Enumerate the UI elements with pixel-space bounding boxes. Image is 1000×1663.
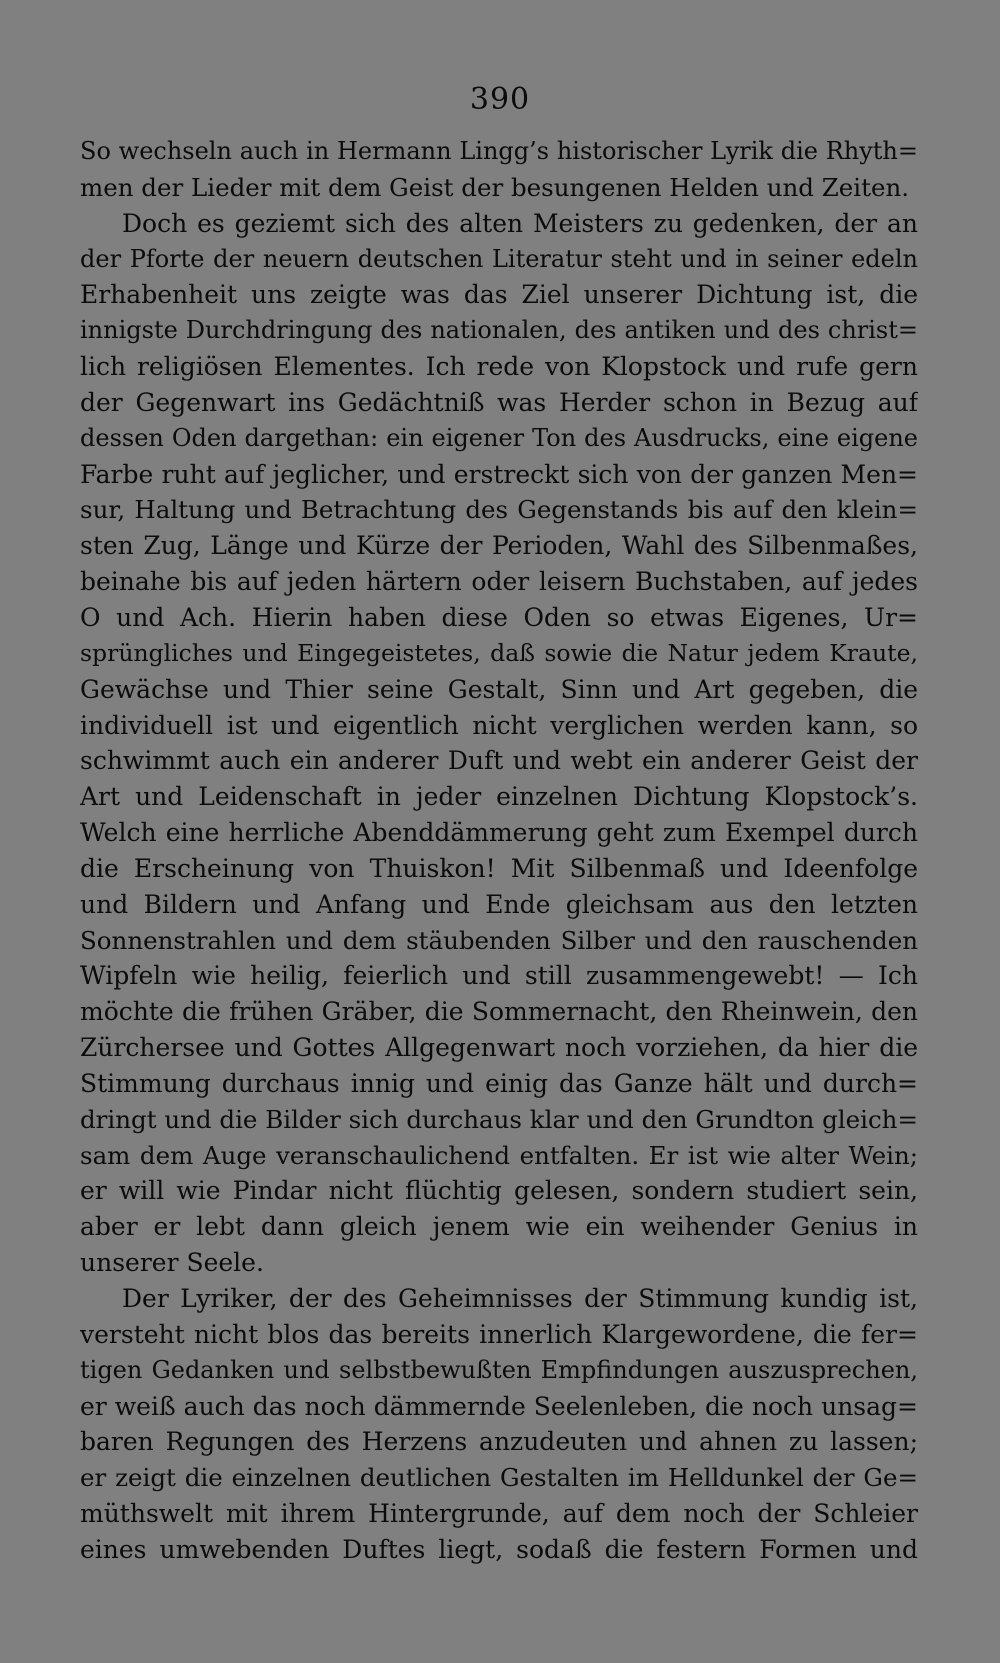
text-line: Wipfeln wie heilig, feierlich und still zusammengewebt! — Ich (80, 961, 918, 991)
text-line: innigste Durchdringung des nationalen, des antiken und des christ= (80, 316, 918, 345)
text-line: Farbe ruht auf jeglicher, und erstreckt sich von der ganzen Men= (80, 459, 918, 489)
text-line: er will wie Pindar nicht flüchtig gelesen, sondern studiert sein, (80, 1176, 918, 1206)
text-line: So wechseln auch in Hermann Lingg’s historischer Lyrik die Rhyth= (80, 137, 918, 165)
text-line: und Bildern und Anfang und Ende gleichsam aus den letzten (80, 889, 918, 919)
text-line: beinahe bis auf jeden härtern oder leisern Buchstaben, auf jedes (80, 567, 918, 597)
text-line: sprüngliches und Eingegeistetes, daß sowie die Natur jedem Kraute, (80, 638, 918, 667)
text-line: sam dem Auge veranschaulichend entfalten. Er ist wie alter Wein; (80, 1140, 918, 1170)
text-line: individuell ist und eigentlich nicht verglichen werden kann, so (80, 710, 918, 740)
text-line: der Pforte der neuern deutschen Literatur steht und in seiner edeln (80, 244, 918, 273)
text-line: die Erscheinung von Thuiskon! Mit Silbenmaß und Ideenfolge (80, 853, 918, 883)
text-line: eines umwebenden Duftes liegt, sodaß die festern Formen und (80, 1534, 918, 1564)
text-line: schwimmt auch ein anderer Duft und webt ein anderer Geist der (80, 746, 918, 776)
text-line: er weiß auch das noch dämmernde Seelenleben, die noch unsag= (80, 1391, 918, 1421)
text-line: lich religiösen Elementes. Ich rede von Klopstock und rufe gern (80, 352, 918, 382)
text-line: Zürchersee und Gottes Allgegenwart noch vorziehen, da hier die (80, 1033, 918, 1063)
text-line: Art und Leidenschaft in jeder einzelnen Dichtung Klopstock’s. (80, 782, 918, 812)
text-line: unserer Seele. (80, 1248, 264, 1278)
text-line: men der Lieder mit dem Geist der besungenen Helden und Zeiten. (80, 172, 910, 202)
text-line: Gewächse und Thier seine Gestalt, Sinn und Art gegeben, die (80, 674, 918, 704)
body-text (80, 134, 918, 1568)
text-line: Welch eine herrliche Abenddämmerung geht zum Exempel durch (80, 818, 918, 848)
text-line: dringt und die Bilder sich durchaus klar und den Grundton gleich= (80, 1104, 918, 1134)
text-line: dessen Oden dargethan: ein eigener Ton des Ausdrucks, eine eigene (80, 423, 918, 452)
text-line: versteht nicht blos das bereits innerlich Klargewordene, die fer= (80, 1319, 918, 1349)
text-line: Der Lyriker, der des Geheimnisses der Stimmung kundig ist, (122, 1284, 918, 1313)
text-line: aber er lebt dann gleich jenem wie ein weihender Genius in (80, 1212, 918, 1242)
text-line: er zeigt die einzelnen deutlichen Gestalten im Helldunkel der Ge= (80, 1463, 918, 1493)
page-number: 390 (469, 82, 531, 117)
text-line: baren Regungen des Herzens anzudeuten und ahnen zu lassen; (80, 1427, 918, 1457)
text-line: Erhabenheit uns zeigte was das Ziel unserer Dichtung ist, die (80, 280, 918, 310)
text-line: sur, Haltung und Betrachtung des Gegenstands bis auf den klein= (80, 495, 918, 525)
text-line: der Gegenwart ins Gedächtniß was Herder schon in Bezug auf (80, 387, 918, 417)
text-line: sten Zug, Länge und Kürze der Perioden, Wahl des Silbenmaßes, (80, 531, 918, 561)
text-line: Stimmung durchaus innig und einig das Ganze hält und durch= (80, 1068, 918, 1098)
text-line: müthswelt mit ihrem Hintergrunde, auf dem noch der Schleier (80, 1499, 918, 1529)
text-line: Doch es geziemt sich des alten Meisters zu gedenken, der an (122, 208, 918, 238)
text-line: tigen Gedanken und selbstbewußten Empfindungen auszusprechen, (80, 1355, 918, 1384)
text-line: möchte die frühen Gräber, die Sommernacht, den Rheinwein, den (80, 997, 918, 1027)
text-line: O und Ach. Hierin haben diese Oden so etwas Eigenes, Ur= (80, 602, 918, 632)
text-line: Sonnenstrahlen und dem stäubenden Silber und den rauschenden (80, 925, 918, 955)
